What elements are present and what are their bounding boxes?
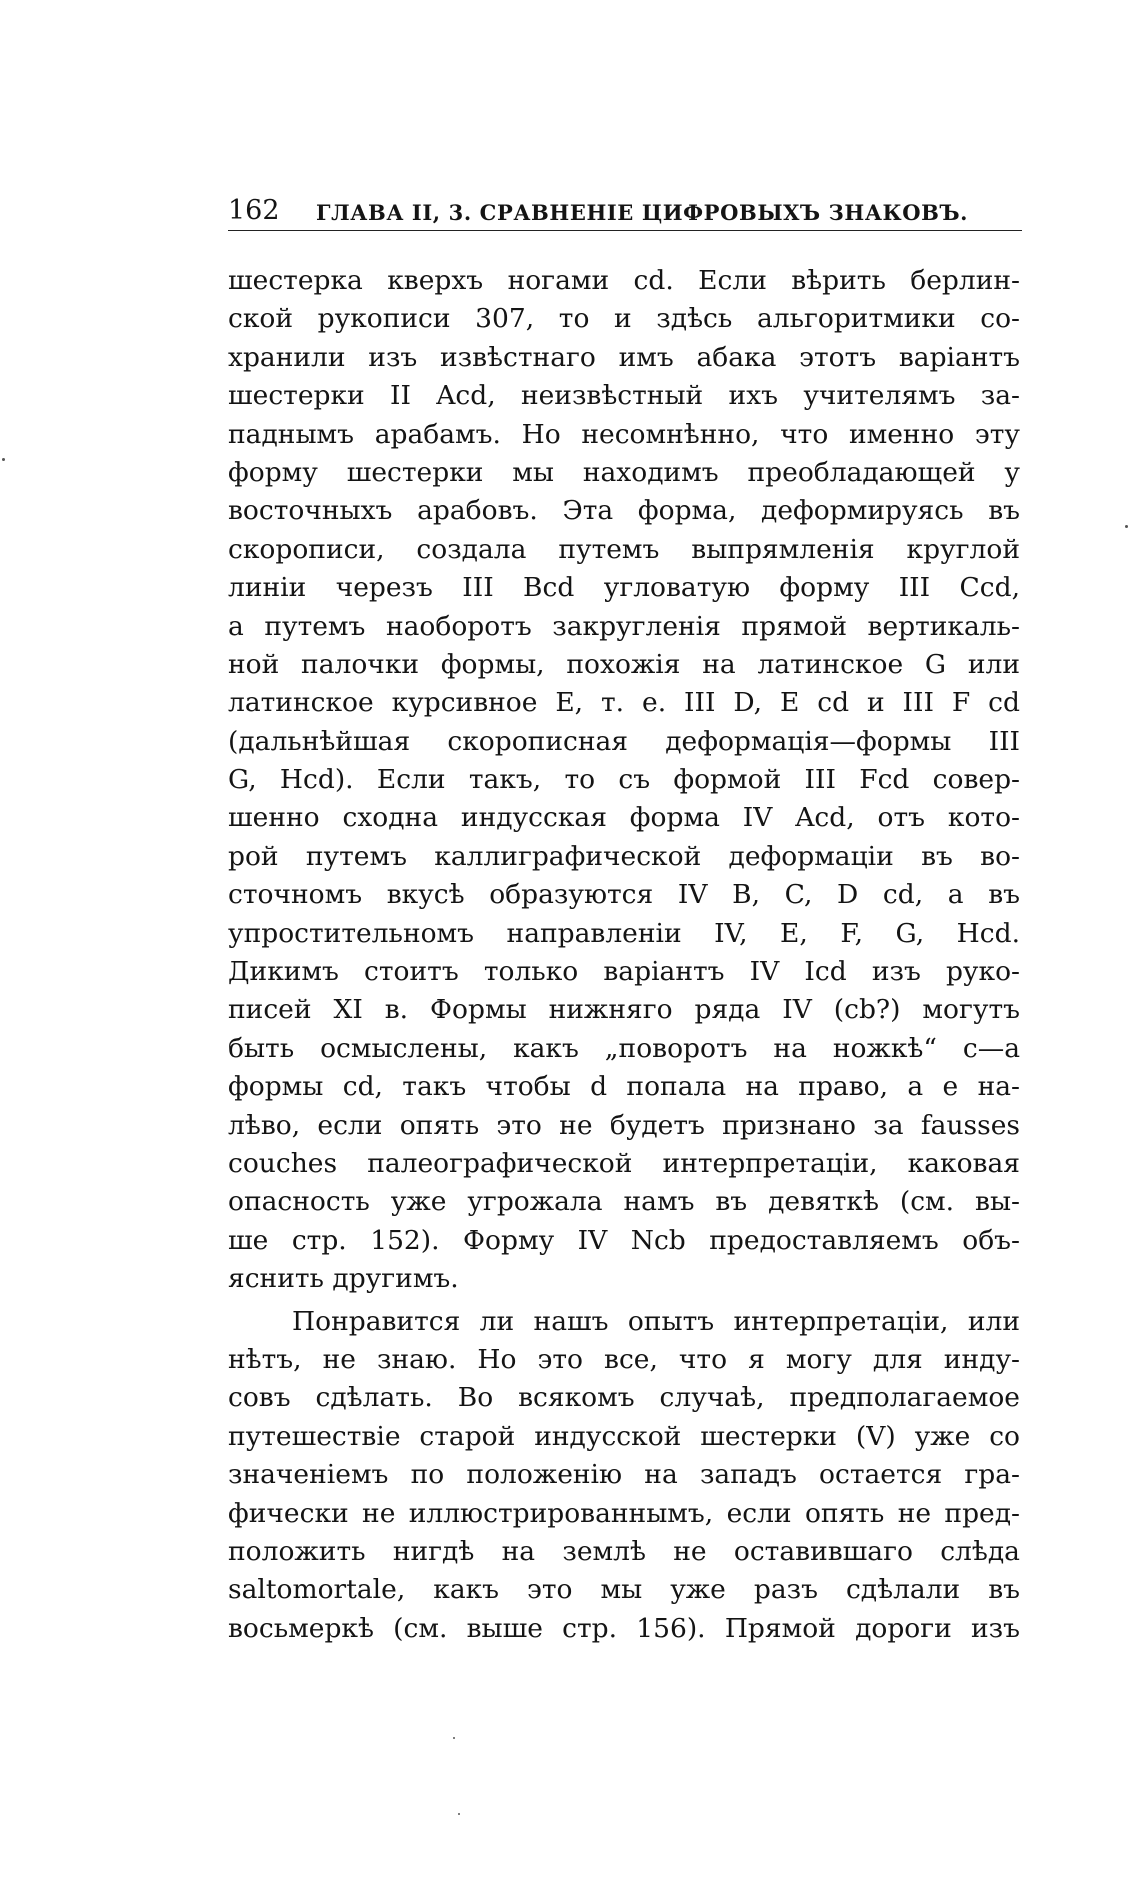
text-line: линіи черезъ III Bcd угловатую форму III Ccd, [228, 572, 1020, 604]
text-line: фически не иллюстрированнымъ, если опять не пред- [228, 1497, 1020, 1529]
text-line: ской рукописи 307, то и здѣсь альгоритмики со- [228, 303, 1020, 335]
text-line: быть осмыслены, какъ „поворотъ на ножкѣ“ c—a [228, 1032, 1020, 1064]
text-line: G, Hcd). Если такъ, то съ формой III Fcd совер- [228, 764, 1020, 796]
print-speck [1125, 525, 1128, 528]
text-line: шестерка кверхъ ногами cd. Если вѣрить берлин- [228, 265, 1020, 296]
text-line: ной палочки формы, похожія на латинское G или [228, 648, 1020, 680]
text-line: шестерки II Acd, неизвѣстный ихъ учителямъ за- [228, 380, 1020, 412]
text-line: лѣво, если опять это не будетъ признано за fausses [228, 1109, 1020, 1141]
paragraph-1 [228, 262, 1020, 1299]
text-line: латинское курсивное E, т. е. III D, E cd и III F cd [228, 687, 1020, 719]
text-line: восьмеркѣ (см. выше стр. 156). Прямой дороги изъ [228, 1612, 1020, 1644]
text-line: формы cd, такъ чтобы d попала на право, а e на- [228, 1071, 1020, 1103]
print-speck [2, 458, 5, 461]
text-line: восточныхъ арабовъ. Эта форма, деформируясь въ [228, 495, 1020, 527]
page-header [228, 196, 1022, 231]
page-number: 162 [228, 195, 280, 226]
text-line: опасность уже угрожала намъ въ девяткѣ (см. вы- [228, 1186, 1020, 1218]
text-line: рой путемъ каллиграфической деформаціи въ во- [228, 840, 1020, 872]
text-line: а путемъ наоборотъ закругленія прямой вертикаль- [228, 610, 1020, 642]
text-line: сточномъ вкусѣ образуются IV B, C, D cd, а въ [228, 879, 1020, 911]
text-line: saltomortale, какъ это мы уже разъ сдѣлали въ [228, 1574, 1020, 1606]
text-line: путешествіе старой индусской шестерки (V) уже со [228, 1420, 1020, 1452]
body-text [228, 262, 1020, 1648]
paragraph-2 [228, 1303, 1020, 1649]
text-line: хранили изъ извѣстнаго имъ абака этотъ варіантъ [228, 341, 1020, 373]
text-line: Понравится ли нашъ опытъ интерпретаціи, или [292, 1305, 1020, 1337]
text-line: ше стр. 152). Форму IV Ncb предоставляемъ объ- [228, 1224, 1020, 1256]
text-line: яснить другимъ. [228, 1263, 459, 1295]
text-line: форму шестерки мы находимъ преобладающей у [228, 456, 1020, 488]
text-line: скорописи, создала путемъ выпрямленія круглой [228, 533, 1020, 565]
print-speck [453, 1737, 455, 1739]
text-line: упростительномъ направленіи IV, E, F, G, Hcd. [228, 917, 1020, 949]
text-line: писей XI в. Формы нижняго ряда IV (cb?) могутъ [228, 994, 1020, 1026]
print-speck [458, 1813, 460, 1815]
text-line: шенно сходна индусская форма IV Acd, отъ кото- [228, 802, 1020, 834]
text-line: couches палеографической интерпретаціи, каковая [228, 1147, 1020, 1179]
text-line: паднымъ арабамъ. Но несомнѣнно, что именно эту [228, 418, 1020, 450]
text-line: положить нигдѣ на землѣ не оставившаго слѣда [228, 1535, 1020, 1567]
text-line: значеніемъ по положенію на западъ остается гра- [228, 1459, 1020, 1491]
text-line: Дикимъ стоитъ только варіантъ IV Icd изъ руко- [228, 956, 1020, 988]
text-line: нѣтъ, не знаю. Но это все, что я могу для инду- [228, 1343, 1020, 1375]
running-title: ГЛАВА II, 3. СРАВНЕНІЕ ЦИФРОВЫХЪ ЗНАКОВЪ. [316, 200, 969, 225]
text-line: (дальнѣйшая скорописная деформація—формы III [228, 725, 1020, 757]
text-line: совъ сдѣлать. Во всякомъ случаѣ, предполагаемое [228, 1382, 1020, 1414]
